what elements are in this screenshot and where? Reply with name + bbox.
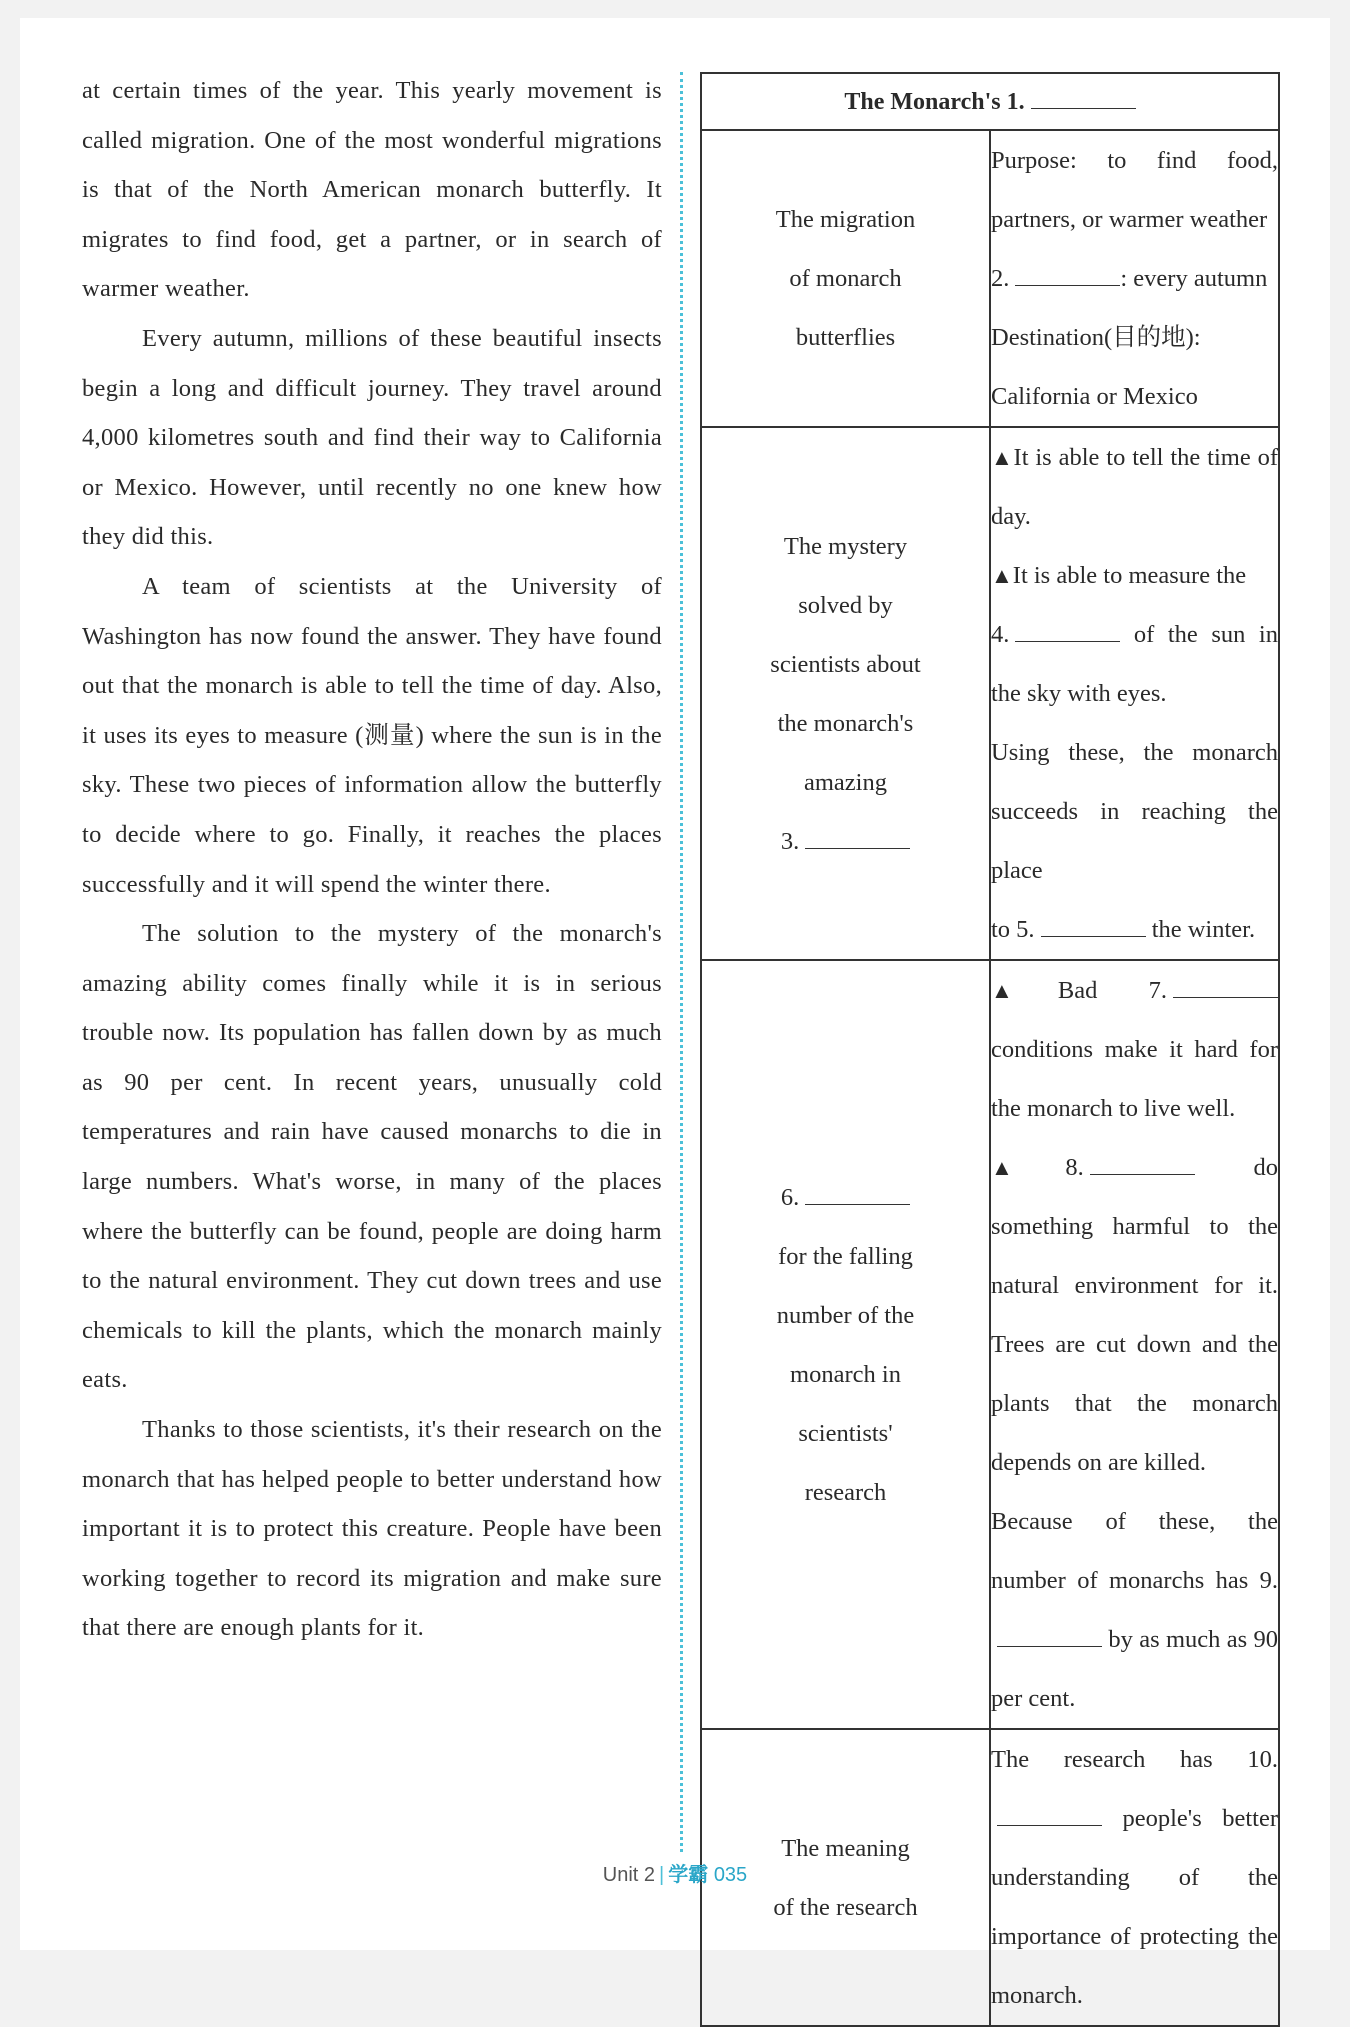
row-label-line: of monarch — [789, 265, 902, 292]
row-label-line: of the research — [773, 1893, 918, 1921]
answer-blank-3[interactable] — [805, 828, 910, 849]
row-label-line: for the falling — [778, 1242, 913, 1270]
row-label-migration — [701, 130, 990, 427]
passage-paragraph-3: A team of scientists at the University of Washington has now found the answer. They have found out that the monarch is able to tell the time of day. Also, it uses its eyes to measure (测量) where the sun is in the sky. These two pieces of information allow the butterfly to decide where to go. Finally, it reaches the places successfully and it will spend the winter there. — [82, 572, 662, 898]
passage-paragraph-2: Every autumn, millions of these beautiful insects begin a long and difficult journey. They travel around 4,000 kilometres south and find their way to California or Mexico. However, until recently no one knew how they did this. — [82, 324, 662, 551]
row-label-line: The mystery — [783, 532, 908, 560]
row-label-line: butterflies — [795, 324, 896, 351]
answer-blank-10[interactable] — [997, 1805, 1102, 1826]
time-line: 2. : every autumn — [991, 265, 1268, 292]
row-label-line: scientists' — [798, 1419, 893, 1447]
row-label-line: The meaning — [781, 1834, 910, 1862]
column-divider — [680, 72, 683, 1852]
row-label-line: research — [804, 1478, 887, 1506]
triangle-bullet-icon: ▲ — [991, 563, 1013, 588]
destination-value: California or Mexico — [991, 383, 1198, 410]
row-content-meaning: The research has 10. people's better understanding of the importance of protecting the monarch. — [990, 1729, 1279, 2026]
answer-blank-6[interactable] — [805, 1184, 910, 1205]
page-footer — [0, 1858, 1350, 1887]
row-label-line: The migration — [775, 206, 916, 233]
triangle-bullet-icon: ▲ — [991, 1155, 1066, 1180]
passage-paragraph-4: The solution to the mystery of the monarch's amazing ability comes finally while it is in serious trouble now. Its population has fallen down by as much as 90 per cent. In recent years, unusually cold temperatures and rain have caused monarchs to die in large numbers. What's worse, in many of the places where the butterfly can be found, people are doing harm to the natural environment. They cut down trees and use chemicals to kill the plants, which the monarch mainly eats. — [82, 920, 662, 1394]
outline-table — [700, 72, 1280, 2027]
answer-blank-4[interactable] — [1015, 621, 1120, 642]
answer-blank-9[interactable] — [997, 1626, 1102, 1647]
table-row-migration — [701, 130, 1279, 427]
summary-text: Using these, the monarch succeeds in reaching the place — [991, 739, 1278, 884]
page-number: 035 — [713, 1864, 748, 1886]
row-content-reasons: ▲Bad 7. conditions make it hard for the monarch to live well. ▲8. do something harmful to the natural environment for it. Trees are cut down and the plants that the monarch depends on are killed. Because of these, the number of monarchs has 9. by as much as 90 per cent. — [990, 960, 1279, 1729]
row-label-mystery — [701, 427, 990, 960]
row-label-line: scientists about — [770, 650, 921, 678]
passage-paragraph-1: at certain times of the year. This yearly movement is called migration. One of the most wonderful migrations is that of the North American monarch butterfly. It migrates to find food, get a partner, or in search of warmer weather. — [82, 77, 662, 303]
triangle-bullet-icon: ▲ — [991, 445, 1014, 470]
reading-passage — [82, 66, 662, 1653]
answer-blank-7[interactable] — [1173, 977, 1278, 998]
row-label-line: amazing — [804, 768, 887, 796]
brand-label: 学霸 — [668, 1864, 709, 1886]
triangle-bullet-icon: ▲ — [991, 978, 1058, 1003]
row-label-line: monarch in — [790, 1360, 901, 1388]
passage-paragraph-5: Thanks to those scientists, it's their research on the monarch that has helped people to better understand how important it is to protect this creature. People have been working together to record its migration and make sure that there are enough plants for it. — [82, 1416, 662, 1642]
table-header-row — [701, 73, 1279, 130]
row-label-line: number of the — [776, 1301, 915, 1329]
row-label-reasons — [701, 960, 990, 1729]
row-label-line: 6. — [702, 1168, 989, 1227]
answer-blank-2[interactable] — [1015, 265, 1120, 286]
unit-label: Unit 2 — [602, 1864, 656, 1886]
row-label-line: solved by — [798, 591, 893, 619]
row-content-migration — [990, 130, 1279, 427]
table-title-text: The Monarch's 1. — [844, 88, 1025, 115]
footer-separator: | — [659, 1864, 665, 1886]
answer-blank-5[interactable] — [1041, 916, 1146, 937]
row-content-mystery: ▲It is able to tell the time of day. ▲It is able to measure the 4. of the sun in the sky with eyes. Using these, the monarch succeeds in reaching the place to 5. the winter. — [990, 427, 1279, 960]
answer-blank-8[interactable] — [1090, 1154, 1195, 1175]
row-label-line: the monarch's — [777, 709, 914, 737]
table-row-mystery — [701, 427, 1279, 960]
answer-blank-1[interactable] — [1031, 88, 1136, 109]
table-row-reasons — [701, 960, 1279, 1729]
table-title — [701, 73, 1279, 130]
destination-label: Destination(目的地): — [991, 324, 1201, 351]
purpose-text: Purpose: to find food, partners, or warmer weather — [991, 147, 1278, 233]
row-label-line: 3. — [702, 812, 989, 871]
